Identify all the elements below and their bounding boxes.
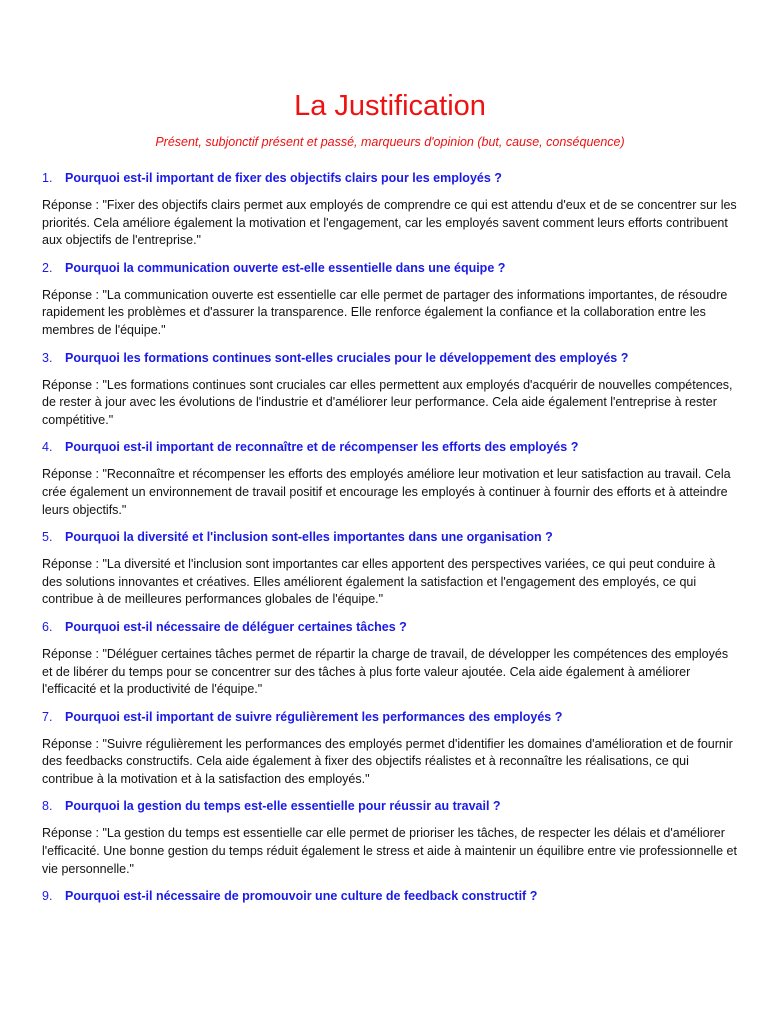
question-text: Pourquoi les formations continues sont-elles cruciales pour le développement des employés ? — [65, 350, 629, 365]
answer-text: Réponse : "Fixer des objectifs clairs permet aux employés de comprendre ce qui est attendu d'eux et de se concentrer sur les priorités. Cela améliore également la motivation et l'engagement, car les employés savent comment leurs efforts contribuent aux objectifs de l'entreprise." — [42, 198, 737, 248]
question-number: 6. — [42, 619, 53, 634]
question-text: Pourquoi est-il nécessaire de promouvoir une culture de feedback constructif ? — [65, 889, 538, 904]
question-number: 1. — [42, 171, 53, 185]
question-number: 7. — [42, 709, 53, 724]
qa-item-2 — [42, 259, 738, 340]
qa-item-3 — [42, 349, 738, 430]
question — [42, 169, 738, 187]
qa-item-9 — [42, 887, 738, 905]
question-text: Pourquoi est-il important de fixer des objectifs clairs pour les employés ? — [65, 171, 502, 185]
answer-text: Réponse : "Déléguer certaines tâches permet de répartir la charge de travail, de développer les compétences des employés et de libérer du temps pour se concentrer sur des tâches à plus forte valeur ajoutée. Cela aide également à améliorer l'efficacité et la productivité de l'équipe." — [42, 646, 729, 697]
page-subtitle: Présent, subjonctif présent et passé, marqueurs d'opinion (but, cause, conséquence) — [155, 135, 625, 149]
question-number: 3. — [42, 350, 53, 365]
qa-item-5 — [42, 528, 738, 609]
answer-text: Réponse : "La diversité et l'inclusion sont importantes car elles apportent des perspectives variées, ce qui peut conduire à des solutions innovantes et créatives. Elles améliorent également la satisfaction et l'engagement des employés, ce qui contribue à de meilleures performances globales de l'équipe." — [42, 557, 716, 607]
qa-list — [42, 169, 738, 905]
question-text: Pourquoi la diversité et l'inclusion sont-elles importantes dans une organisation ? — [65, 530, 553, 545]
question-text: Pourquoi la gestion du temps est-elle essentielle pour réussir au travail ? — [65, 799, 501, 814]
page-title: La Justification — [294, 90, 486, 122]
qa-item-6 — [42, 618, 738, 699]
answer-text: Réponse : "Reconnaître et récompenser les efforts des employés améliore leur motivation et leur satisfaction au travail. Cela crée également un environnement de travail positif et encourage les employés à continuer à fournir des efforts et à atteindre leurs objectifs." — [42, 467, 731, 517]
answer-text: Réponse : "La communication ouverte est essentielle car elle permet de partager des informations importantes, de résoudre rapidement les problèmes et d'assurer la transparence. Elle renforce également la confiance et la collaboration entre les membres de l'équipe." — [42, 287, 728, 337]
qa-item-7 — [42, 708, 738, 789]
question — [42, 438, 738, 456]
answer-text: Réponse : "Les formations continues sont cruciales car elles permettent aux employés d'acquérir de nouvelles compétences, de rester à jour avec les évolutions de l'industrie et d'améliorer leur performance. Cela aide également l'entreprise à rester compétitive." — [42, 377, 733, 427]
question-number: 2. — [42, 260, 53, 275]
question-text: Pourquoi est-il important de reconnaître et de récompenser les efforts des employés ? — [65, 440, 579, 455]
qa-item-8 — [42, 797, 738, 878]
question-text: Pourquoi la communication ouverte est-elle essentielle dans une équipe ? — [65, 260, 506, 275]
question — [42, 797, 738, 815]
question — [42, 349, 738, 367]
question — [42, 887, 738, 905]
qa-item-4 — [42, 438, 738, 519]
qa-item-1 — [42, 169, 738, 250]
question — [42, 618, 738, 636]
answer-text: Réponse : "Suivre régulièrement les performances des employés permet d'identifier les domaines d'amélioration et de fournir des feedbacks constructifs. Cela aide également à fixer des objectifs réalistes et à reconnaître les réalisations, ce qui contribue à la motivation et à la satisfaction des employés." — [42, 736, 733, 786]
question-number: 4. — [42, 440, 53, 455]
question — [42, 528, 738, 546]
question — [42, 708, 738, 726]
question-number: 8. — [42, 799, 53, 814]
answer-text: Réponse : "La gestion du temps est essentielle car elle permet de prioriser les tâches, de respecter les délais et d'améliorer l'efficacité. Une bonne gestion du temps réduit également le stress et aide à maintenir un équilibre entre vie professionnelle et vie personnelle." — [42, 826, 737, 876]
question — [42, 259, 738, 277]
question-text: Pourquoi est-il nécessaire de déléguer certaines tâches ? — [65, 619, 407, 634]
question-text: Pourquoi est-il important de suivre régulièrement les performances des employés ? — [65, 709, 563, 724]
question-number: 9. — [42, 889, 53, 904]
question-number: 5. — [42, 530, 53, 545]
